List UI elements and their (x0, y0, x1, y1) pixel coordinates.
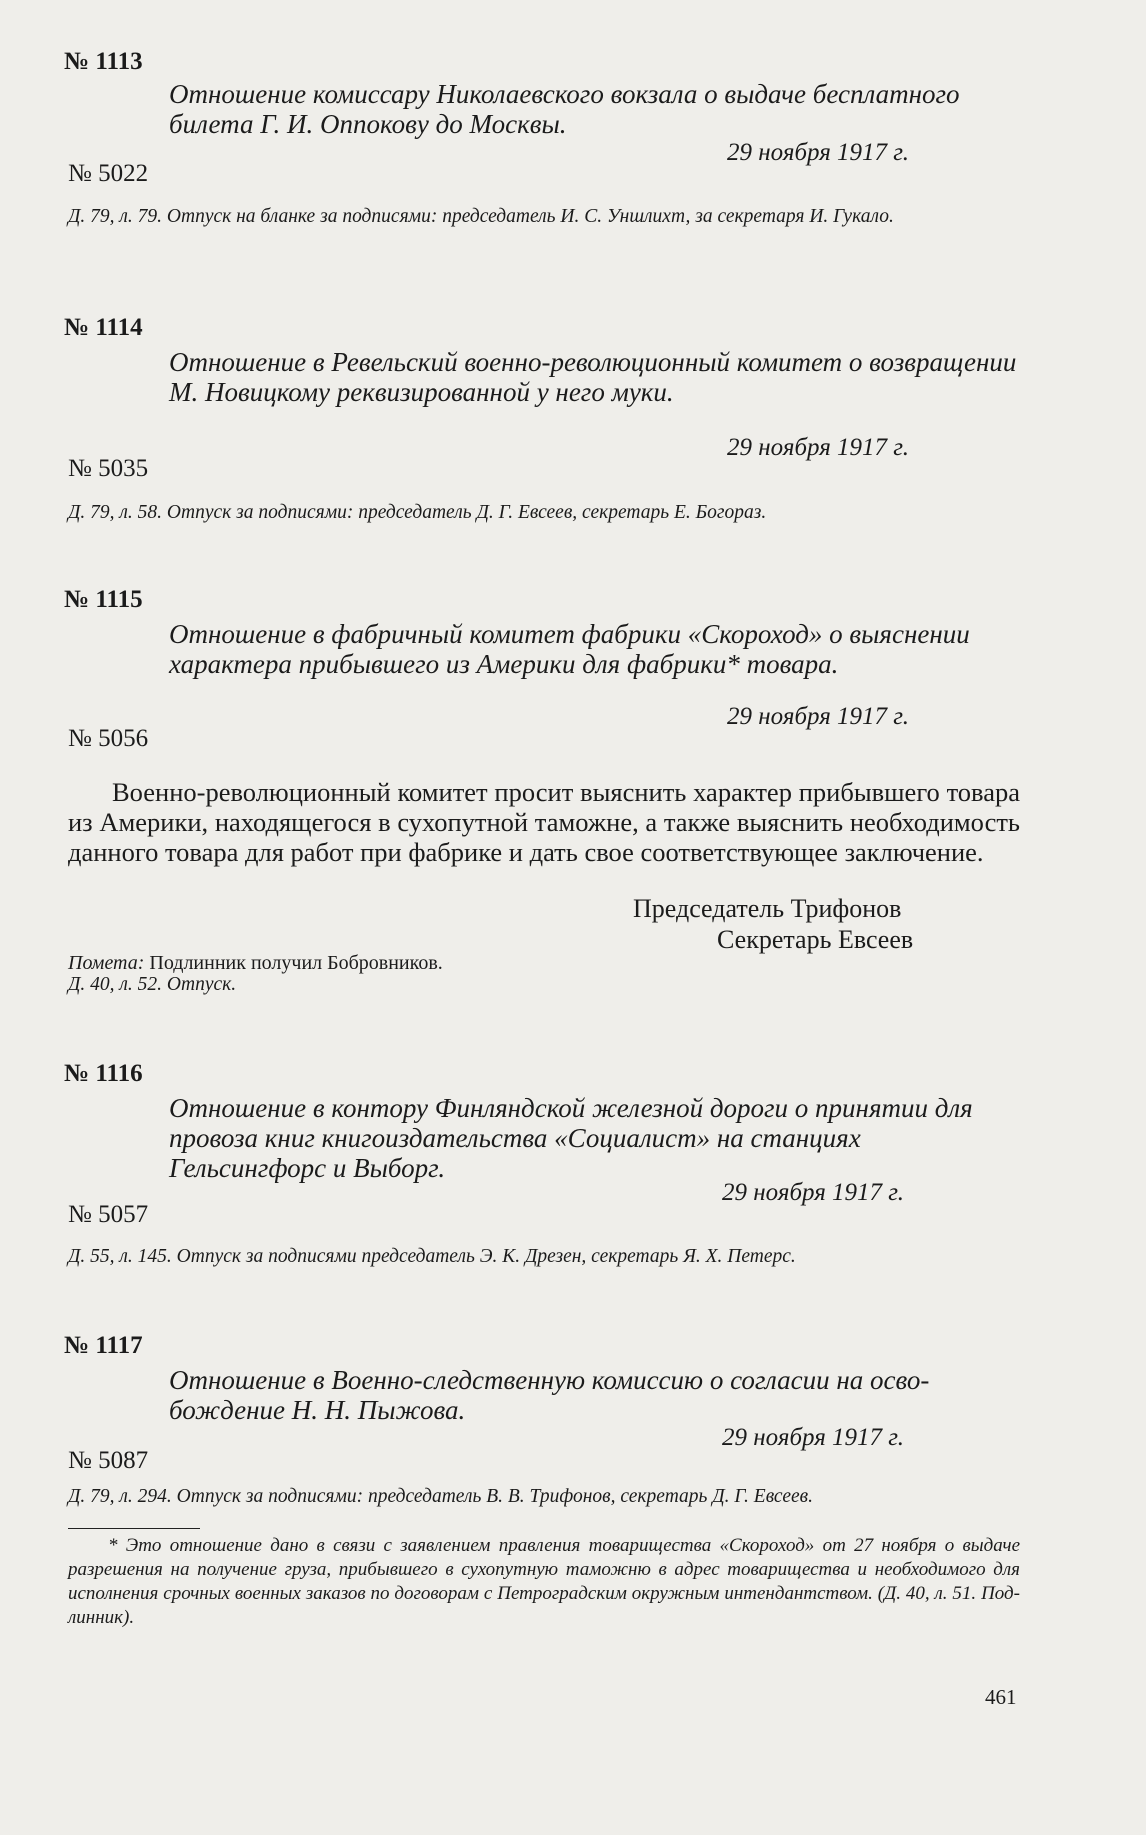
doc-title: Отношение в Ревельский военно-революционный комитет о возвращении М. Новицкому реквизированной у него муки. (169, 347, 1017, 407)
doc-number: № 1113 (64, 48, 143, 75)
registration-number: № 5087 (68, 1447, 149, 1474)
doc-number: № 1116 (64, 1060, 143, 1087)
archival-source: Д. 79, л. 79. Отпуск на бланке за подписями: председатель И. С. Уншлихт, за секретаря И. Гукало. (68, 206, 894, 227)
registration-number: № 5056 (68, 725, 149, 752)
archival-source: Д. 55, л. 145. Отпуск за подписями председатель Э. К. Дрезен, секретарь Я. Х. Петерс. (68, 1246, 796, 1267)
doc-number: № 1115 (64, 586, 143, 613)
doc-date: 29 ноября 1917 г. (727, 139, 909, 166)
doc-title: Отношение в фабричный комитет фабрики «Скороход» о выяснении характера прибывшего из Америки для фабрики* товара. (169, 619, 970, 679)
doc-number: № 1117 (64, 1332, 143, 1359)
footnote: * Это отношение дано в связи с заявлением правления товарищества «Скороход» от 27 ноября о выдаче разрешения на получение груза, прибывшего в сухопутную таможню в адрес товарищества и необходимого для исполнения срочных военных заказов по договорам с Петроградским окружным интендантством. (Д. 40, л. 51. Подлинник). (68, 1535, 1020, 1628)
archival-source: Д. 79, л. 294. Отпуск за подписями: председатель В. В. Трифонов, секретарь Д. Г. Евсеев. (68, 1486, 813, 1507)
signature-secretary: Секретарь Евсеев (717, 925, 914, 954)
letter-body: Военно-революционный комитет просит выяснить характер прибывшего товара из Америки, находящегося в сухопутной таможне, а также выяснить необходимость данного товара для работ при фабрике и дать свое соответствующее заключение. (68, 777, 1020, 867)
signature-chairman: Председатель Трифонов (633, 894, 902, 923)
footnote-rule (68, 1528, 200, 1529)
doc-date: 29 ноября 1917 г. (727, 703, 909, 730)
doc-title: Отношение в Военно-следственную комиссию о согласии на освобождение Н. Н. Пыжова. (169, 1365, 930, 1425)
registration-number: № 5022 (68, 160, 149, 187)
annotation (68, 951, 443, 975)
annotation-label: Помета: (68, 952, 145, 974)
registration-number: № 5035 (68, 455, 149, 482)
doc-title: Отношение в контору Финляндской железной дороги о принятии для провоза книг книгоиздательства «Социалист» на станциях Гельсингфорс и Выборг. (169, 1093, 973, 1183)
doc-title: Отношение комиссару Николаевского вокзала о выдаче бесплатного билета Г. И. Оппокову до Москвы. (169, 79, 960, 139)
doc-date: 29 ноября 1917 г. (722, 1424, 904, 1451)
archival-source: Д. 40, л. 52. Отпуск. (68, 974, 237, 995)
page-number: 461 (985, 1685, 1017, 1709)
doc-number: № 1114 (64, 314, 143, 341)
doc-date: 29 ноября 1917 г. (727, 434, 909, 461)
doc-date: 29 ноября 1917 г. (722, 1179, 904, 1206)
annotation-text: Подлинник получил Бобровников. (149, 952, 443, 974)
registration-number: № 5057 (68, 1201, 149, 1228)
archival-source: Д. 79, л. 58. Отпуск за подписями: председатель Д. Г. Евсеев, секретарь Е. Богораз. (68, 502, 767, 523)
